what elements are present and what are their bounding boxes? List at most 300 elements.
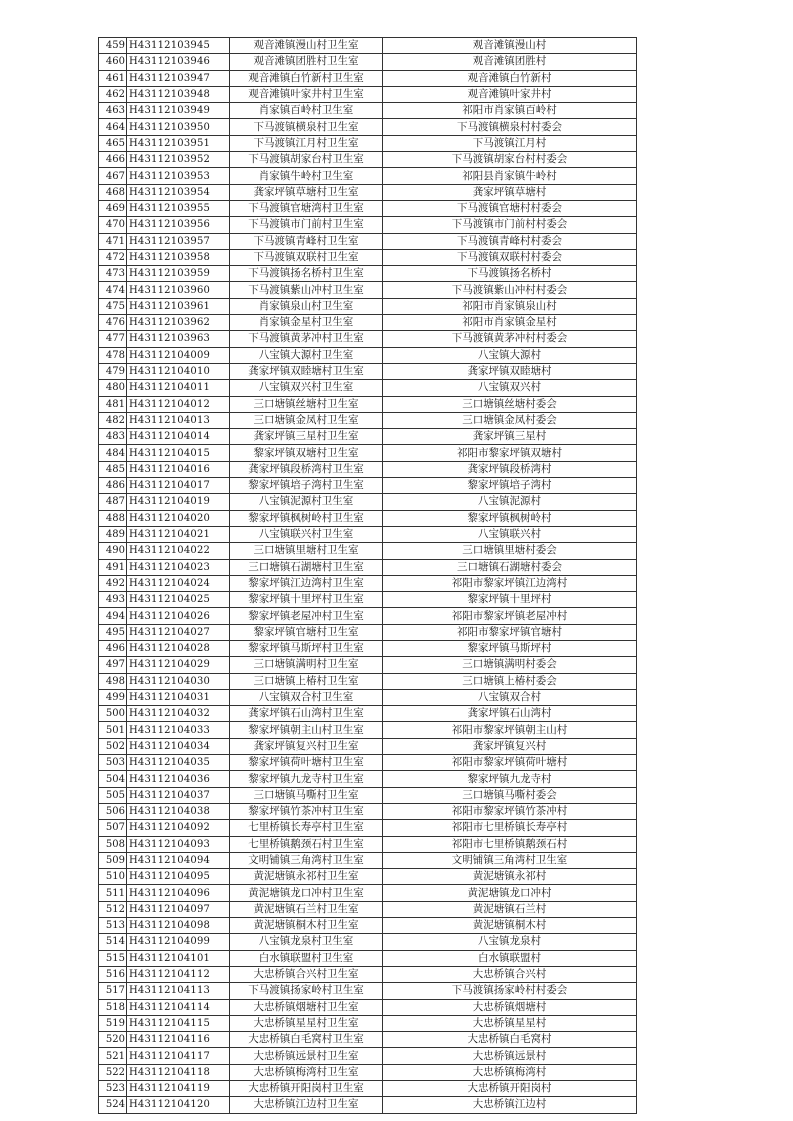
clinic-name: 下马渡镇双联村卫生室 — [230, 249, 383, 265]
clinic-name: 黎家坪镇朝主山村卫生室 — [230, 722, 383, 738]
table-row — [99, 869, 637, 885]
clinic-name: 黎家坪镇竹茶冲村卫生室 — [230, 803, 383, 819]
institution-code: H43112104025 — [127, 592, 230, 608]
clinic-name: 黎家坪镇马斯坪村卫生室 — [230, 640, 383, 656]
table-row — [99, 803, 637, 819]
institution-code: H43112103948 — [127, 86, 230, 102]
table-row — [99, 249, 637, 265]
institution-code: H43112104024 — [127, 575, 230, 591]
table-row — [99, 722, 637, 738]
clinic-address: 祁阳市黎家坪镇江边湾村 — [383, 575, 637, 591]
clinic-address: 八宝镇龙泉村 — [383, 934, 637, 950]
institution-code: H43112103960 — [127, 282, 230, 298]
institution-code: H43112104092 — [127, 820, 230, 836]
institution-code: H43112104013 — [127, 412, 230, 428]
table-row — [99, 901, 637, 917]
clinic-address: 三口塘镇满明村委会 — [383, 657, 637, 673]
clinic-address: 黄泥塘镇石兰村 — [383, 901, 637, 917]
table-row — [99, 380, 637, 396]
table-row — [99, 999, 637, 1015]
clinic-name: 观音滩镇叶家井村卫生室 — [230, 86, 383, 102]
clinic-name: 黎家坪镇双塘村卫生室 — [230, 445, 383, 461]
table-row — [99, 689, 637, 705]
institution-code: H43112104014 — [127, 429, 230, 445]
clinic-address: 龚家坪镇石山湾村 — [383, 706, 637, 722]
row-number: 511 — [99, 885, 127, 901]
clinic-name: 大忠桥镇江边村卫生室 — [230, 1097, 383, 1113]
institution-code: H43112104115 — [127, 1015, 230, 1031]
clinic-address: 龚家坪镇双睦塘村 — [383, 363, 637, 379]
institution-code: H43112104114 — [127, 999, 230, 1015]
row-number: 512 — [99, 901, 127, 917]
row-number: 520 — [99, 1032, 127, 1048]
table-row — [99, 412, 637, 428]
institution-code: H43112104015 — [127, 445, 230, 461]
row-number: 462 — [99, 86, 127, 102]
row-number: 521 — [99, 1048, 127, 1064]
institution-code: H43112103954 — [127, 184, 230, 200]
table-row — [99, 1032, 637, 1048]
clinic-address: 观音滩镇团胜村 — [383, 54, 637, 70]
row-number: 477 — [99, 331, 127, 347]
row-number: 493 — [99, 592, 127, 608]
table-row — [99, 282, 637, 298]
institution-code: H43112104012 — [127, 396, 230, 412]
clinic-name: 龚家坪镇复兴村卫生室 — [230, 738, 383, 754]
clinic-name: 黎家坪镇江边湾村卫生室 — [230, 575, 383, 591]
clinic-address: 大忠桥镇开阳岗村 — [383, 1081, 637, 1097]
institution-code: H43112104028 — [127, 640, 230, 656]
clinic-address: 下马渡镇扬家岭村村委会 — [383, 983, 637, 999]
institution-code: H43112104119 — [127, 1081, 230, 1097]
clinic-address: 龚家坪镇三星村 — [383, 429, 637, 445]
clinic-name: 三口塘镇上椿村卫生室 — [230, 673, 383, 689]
row-number: 509 — [99, 852, 127, 868]
row-number: 501 — [99, 722, 127, 738]
table-row — [99, 1048, 637, 1064]
row-number: 469 — [99, 200, 127, 216]
clinic-address: 三口塘镇丝塘村委会 — [383, 396, 637, 412]
table-row — [99, 738, 637, 754]
clinic-address: 祁阳市黎家坪镇双塘村 — [383, 445, 637, 461]
clinic-name: 三口塘镇里塘村卫生室 — [230, 543, 383, 559]
table-row — [99, 885, 637, 901]
institution-code: H43112104112 — [127, 966, 230, 982]
clinic-address: 三口塘镇石湖塘村委会 — [383, 559, 637, 575]
institution-code: H43112103961 — [127, 298, 230, 314]
row-number: 503 — [99, 755, 127, 771]
institution-code: H43112103952 — [127, 152, 230, 168]
clinic-address: 黎家坪镇培子湾村 — [383, 478, 637, 494]
clinic-name: 白水镇联盟村卫生室 — [230, 950, 383, 966]
row-number: 476 — [99, 315, 127, 331]
table-row — [99, 755, 637, 771]
institution-code: H43112104096 — [127, 885, 230, 901]
institution-code: H43112104022 — [127, 543, 230, 559]
table-row — [99, 217, 637, 233]
institution-code: H43112103956 — [127, 217, 230, 233]
institution-code: H43112104097 — [127, 901, 230, 917]
row-number: 515 — [99, 950, 127, 966]
clinic-name: 下马渡镇江月村卫生室 — [230, 135, 383, 151]
table-row — [99, 315, 637, 331]
clinic-name: 黄泥塘镇桐木村卫生室 — [230, 918, 383, 934]
table-row — [99, 266, 637, 282]
row-number: 459 — [99, 38, 127, 54]
clinic-address: 下马渡镇紫山冲村村委会 — [383, 282, 637, 298]
institution-code: H43112104027 — [127, 624, 230, 640]
table-row — [99, 119, 637, 135]
clinic-name: 肖家镇百岭村卫生室 — [230, 103, 383, 119]
clinic-name: 下马渡镇扬名桥村卫生室 — [230, 266, 383, 282]
row-number: 506 — [99, 803, 127, 819]
row-number: 522 — [99, 1064, 127, 1080]
row-number: 468 — [99, 184, 127, 200]
table-row — [99, 526, 637, 542]
clinic-name: 下马渡镇横泉村卫生室 — [230, 119, 383, 135]
table-row — [99, 820, 637, 836]
institution-code: H43112104118 — [127, 1064, 230, 1080]
institution-code: H43112104038 — [127, 803, 230, 819]
table-row — [99, 787, 637, 803]
clinic-name: 大忠桥镇合兴村卫生室 — [230, 966, 383, 982]
clinic-address: 下马渡镇黄茅冲村村委会 — [383, 331, 637, 347]
institution-code: H43112104011 — [127, 380, 230, 396]
row-number: 518 — [99, 999, 127, 1015]
table-row — [99, 347, 637, 363]
table-row — [99, 184, 637, 200]
institution-code: H43112104030 — [127, 673, 230, 689]
clinic-list-page — [98, 37, 636, 1114]
table-row — [99, 559, 637, 575]
clinic-address: 黄泥塘镇桐木村 — [383, 918, 637, 934]
clinic-address: 大忠桥镇江边村 — [383, 1097, 637, 1113]
row-number: 488 — [99, 510, 127, 526]
institution-code: H43112104095 — [127, 869, 230, 885]
clinic-address: 祁阳市黎家坪镇朝主山村 — [383, 722, 637, 738]
table-row — [99, 575, 637, 591]
row-number: 505 — [99, 787, 127, 803]
clinic-table-body — [99, 38, 637, 1114]
clinic-address: 文明铺镇三角湾村卫生室 — [383, 852, 637, 868]
institution-code: H43112103946 — [127, 54, 230, 70]
institution-code: H43112103953 — [127, 168, 230, 184]
clinic-name: 观音滩镇漫山村卫生室 — [230, 38, 383, 54]
table-row — [99, 298, 637, 314]
clinic-address: 下马渡镇江月村 — [383, 135, 637, 151]
clinic-name: 大忠桥镇梅湾村卫生室 — [230, 1064, 383, 1080]
clinic-address: 三口塘镇上椿村委会 — [383, 673, 637, 689]
table-row — [99, 1097, 637, 1113]
institution-code: H43112104029 — [127, 657, 230, 673]
institution-code: H43112104101 — [127, 950, 230, 966]
clinic-address: 黎家坪镇马斯坪村 — [383, 640, 637, 656]
clinic-name: 肖家镇金星村卫生室 — [230, 315, 383, 331]
clinic-address: 黎家坪镇枫树岭村 — [383, 510, 637, 526]
clinic-name: 三口塘镇满明村卫生室 — [230, 657, 383, 673]
table-row — [99, 168, 637, 184]
row-number: 483 — [99, 429, 127, 445]
clinic-address: 祁阳市黎家坪镇老屋冲村 — [383, 608, 637, 624]
row-number: 496 — [99, 640, 127, 656]
table-row — [99, 543, 637, 559]
institution-code: H43112104031 — [127, 689, 230, 705]
row-number: 464 — [99, 119, 127, 135]
table-row — [99, 640, 637, 656]
clinic-address: 祁阳市肖家镇金星村 — [383, 315, 637, 331]
clinic-address: 观音滩镇漫山村 — [383, 38, 637, 54]
clinic-address: 八宝镇联兴村 — [383, 526, 637, 542]
table-row — [99, 233, 637, 249]
row-number: 484 — [99, 445, 127, 461]
table-row — [99, 983, 637, 999]
row-number: 500 — [99, 706, 127, 722]
table-row — [99, 624, 637, 640]
clinic-name: 龚家坪镇草塘村卫生室 — [230, 184, 383, 200]
clinic-name: 下马渡镇市门前村卫生室 — [230, 217, 383, 233]
clinic-name: 黎家坪镇老屋冲村卫生室 — [230, 608, 383, 624]
institution-code: H43112104094 — [127, 852, 230, 868]
clinic-address: 龚家坪镇段桥湾村 — [383, 461, 637, 477]
institution-code: H43112104026 — [127, 608, 230, 624]
clinic-name: 龚家坪镇石山湾村卫生室 — [230, 706, 383, 722]
clinic-address: 八宝镇大源村 — [383, 347, 637, 363]
clinic-address: 祁阳市七里桥镇鹅颈石村 — [383, 836, 637, 852]
institution-code: H43112104035 — [127, 755, 230, 771]
clinic-name: 八宝镇双兴村卫生室 — [230, 380, 383, 396]
table-row — [99, 363, 637, 379]
table-row — [99, 70, 637, 86]
institution-code: H43112104098 — [127, 918, 230, 934]
clinic-address: 下马渡镇市门前村村委会 — [383, 217, 637, 233]
clinic-table — [98, 37, 637, 1114]
clinic-address: 祁阳县肖家镇牛岭村 — [383, 168, 637, 184]
institution-code: H43112104020 — [127, 510, 230, 526]
institution-code: H43112103949 — [127, 103, 230, 119]
clinic-name: 八宝镇龙泉村卫生室 — [230, 934, 383, 950]
clinic-address: 八宝镇泥源村 — [383, 494, 637, 510]
institution-code: H43112104016 — [127, 461, 230, 477]
clinic-name: 大忠桥镇星星村卫生室 — [230, 1015, 383, 1031]
clinic-name: 大忠桥镇远景村卫生室 — [230, 1048, 383, 1064]
clinic-address: 黄泥塘镇永祁村 — [383, 869, 637, 885]
row-number: 517 — [99, 983, 127, 999]
institution-code: H43112104117 — [127, 1048, 230, 1064]
clinic-address: 祁阳市肖家镇百岭村 — [383, 103, 637, 119]
row-number: 466 — [99, 152, 127, 168]
institution-code: H43112104093 — [127, 836, 230, 852]
clinic-address: 黎家坪镇九龙寺村 — [383, 771, 637, 787]
institution-code: H43112103959 — [127, 266, 230, 282]
row-number: 482 — [99, 412, 127, 428]
clinic-name: 龚家坪镇段桥湾村卫生室 — [230, 461, 383, 477]
clinic-name: 观音滩镇白竹新村卫生室 — [230, 70, 383, 86]
clinic-address: 黄泥塘镇龙口冲村 — [383, 885, 637, 901]
row-number: 487 — [99, 494, 127, 510]
table-row — [99, 706, 637, 722]
row-number: 467 — [99, 168, 127, 184]
table-row — [99, 331, 637, 347]
clinic-name: 八宝镇大源村卫生室 — [230, 347, 383, 363]
table-row — [99, 836, 637, 852]
row-number: 489 — [99, 526, 127, 542]
row-number: 507 — [99, 820, 127, 836]
institution-code: H43112104019 — [127, 494, 230, 510]
row-number: 519 — [99, 1015, 127, 1031]
clinic-name: 黄泥塘镇永祁村卫生室 — [230, 869, 383, 885]
table-row — [99, 478, 637, 494]
clinic-name: 七里桥镇鹅颈石村卫生室 — [230, 836, 383, 852]
institution-code: H43112104099 — [127, 934, 230, 950]
table-row — [99, 966, 637, 982]
table-row — [99, 135, 637, 151]
table-row — [99, 673, 637, 689]
clinic-name: 下马渡镇紫山冲村卫生室 — [230, 282, 383, 298]
institution-code: H43112103950 — [127, 119, 230, 135]
row-number: 461 — [99, 70, 127, 86]
table-row — [99, 429, 637, 445]
clinic-name: 黎家坪镇荷叶塘村卫生室 — [230, 755, 383, 771]
clinic-name: 下马渡镇黄茅冲村卫生室 — [230, 331, 383, 347]
table-row — [99, 86, 637, 102]
clinic-name: 下马渡镇官塘湾村卫生室 — [230, 200, 383, 216]
clinic-address: 龚家坪镇复兴村 — [383, 738, 637, 754]
row-number: 497 — [99, 657, 127, 673]
clinic-name: 黎家坪镇十里坪村卫生室 — [230, 592, 383, 608]
clinic-address: 祁阳市黎家坪镇竹茶冲村 — [383, 803, 637, 819]
table-row — [99, 445, 637, 461]
clinic-address: 祁阳市黎家坪镇官塘村 — [383, 624, 637, 640]
row-number: 514 — [99, 934, 127, 950]
row-number: 499 — [99, 689, 127, 705]
table-row — [99, 54, 637, 70]
row-number: 465 — [99, 135, 127, 151]
clinic-address: 下马渡镇双联村村委会 — [383, 249, 637, 265]
clinic-address: 八宝镇双兴村 — [383, 380, 637, 396]
institution-code: H43112104033 — [127, 722, 230, 738]
row-number: 470 — [99, 217, 127, 233]
clinic-name: 黎家坪镇九龙寺村卫生室 — [230, 771, 383, 787]
institution-code: H43112104009 — [127, 347, 230, 363]
clinic-address: 观音滩镇白竹新村 — [383, 70, 637, 86]
row-number: 471 — [99, 233, 127, 249]
institution-code: H43112103945 — [127, 38, 230, 54]
clinic-name: 黄泥塘镇石兰村卫生室 — [230, 901, 383, 917]
clinic-name: 下马渡镇青峰村卫生室 — [230, 233, 383, 249]
row-number: 481 — [99, 396, 127, 412]
row-number: 474 — [99, 282, 127, 298]
row-number: 480 — [99, 380, 127, 396]
clinic-address: 大忠桥镇远景村 — [383, 1048, 637, 1064]
table-row — [99, 592, 637, 608]
table-row — [99, 510, 637, 526]
institution-code: H43112103947 — [127, 70, 230, 86]
clinic-address: 下马渡镇扬名桥村 — [383, 266, 637, 282]
table-row — [99, 396, 637, 412]
table-row — [99, 934, 637, 950]
clinic-address: 大忠桥镇烟塘村 — [383, 999, 637, 1015]
table-row — [99, 1015, 637, 1031]
row-number: 502 — [99, 738, 127, 754]
table-row — [99, 950, 637, 966]
clinic-name: 龚家坪镇三星村卫生室 — [230, 429, 383, 445]
institution-code: H43112104021 — [127, 526, 230, 542]
table-row — [99, 494, 637, 510]
row-number: 479 — [99, 363, 127, 379]
clinic-name: 三口塘镇石湖塘村卫生室 — [230, 559, 383, 575]
clinic-address: 三口塘镇里塘村委会 — [383, 543, 637, 559]
clinic-name: 观音滩镇团胜村卫生室 — [230, 54, 383, 70]
row-number: 490 — [99, 543, 127, 559]
institution-code: H43112103958 — [127, 249, 230, 265]
table-row — [99, 38, 637, 54]
row-number: 504 — [99, 771, 127, 787]
institution-code: H43112104010 — [127, 363, 230, 379]
table-row — [99, 852, 637, 868]
clinic-address: 黎家坪镇十里坪村 — [383, 592, 637, 608]
table-row — [99, 1081, 637, 1097]
clinic-name: 黄泥塘镇龙口冲村卫生室 — [230, 885, 383, 901]
row-number: 494 — [99, 608, 127, 624]
clinic-name: 大忠桥镇开阳岗村卫生室 — [230, 1081, 383, 1097]
row-number: 523 — [99, 1081, 127, 1097]
table-row — [99, 918, 637, 934]
row-number: 475 — [99, 298, 127, 314]
clinic-name: 三口塘镇马嘶村卫生室 — [230, 787, 383, 803]
institution-code: H43112103951 — [127, 135, 230, 151]
clinic-address: 祁阳市七里桥镇长寿亭村 — [383, 820, 637, 836]
institution-code: H43112103963 — [127, 331, 230, 347]
institution-code: H43112104034 — [127, 738, 230, 754]
clinic-name: 肖家镇泉山村卫生室 — [230, 298, 383, 314]
clinic-address: 白水镇联盟村 — [383, 950, 637, 966]
institution-code: H43112104036 — [127, 771, 230, 787]
row-number: 486 — [99, 478, 127, 494]
clinic-name: 八宝镇双合村卫生室 — [230, 689, 383, 705]
row-number: 495 — [99, 624, 127, 640]
table-row — [99, 1064, 637, 1080]
row-number: 516 — [99, 966, 127, 982]
clinic-address: 龚家坪镇草塘村 — [383, 184, 637, 200]
clinic-name: 八宝镇泥源村卫生室 — [230, 494, 383, 510]
clinic-name: 下马渡镇扬家岭村卫生室 — [230, 983, 383, 999]
clinic-address: 祁阳市黎家坪镇荷叶塘村 — [383, 755, 637, 771]
clinic-name: 文明铺镇三角湾村卫生室 — [230, 852, 383, 868]
table-row — [99, 608, 637, 624]
clinic-address: 大忠桥镇合兴村 — [383, 966, 637, 982]
row-number: 513 — [99, 918, 127, 934]
clinic-address: 三口塘镇马嘶村委会 — [383, 787, 637, 803]
row-number: 460 — [99, 54, 127, 70]
clinic-name: 大忠桥镇白毛窝村卫生室 — [230, 1032, 383, 1048]
institution-code: H43112104113 — [127, 983, 230, 999]
clinic-address: 祁阳市肖家镇泉山村 — [383, 298, 637, 314]
clinic-name: 三口塘镇丝塘村卫生室 — [230, 396, 383, 412]
institution-code: H43112104032 — [127, 706, 230, 722]
clinic-name: 三口塘镇金凤村卫生室 — [230, 412, 383, 428]
clinic-address: 八宝镇双合村 — [383, 689, 637, 705]
clinic-name: 黎家坪镇培子湾村卫生室 — [230, 478, 383, 494]
clinic-name: 黎家坪镇枫树岭村卫生室 — [230, 510, 383, 526]
clinic-name: 八宝镇联兴村卫生室 — [230, 526, 383, 542]
row-number: 508 — [99, 836, 127, 852]
table-row — [99, 657, 637, 673]
row-number: 510 — [99, 869, 127, 885]
clinic-address: 三口塘镇金凤村委会 — [383, 412, 637, 428]
row-number: 524 — [99, 1097, 127, 1113]
row-number: 473 — [99, 266, 127, 282]
row-number: 463 — [99, 103, 127, 119]
